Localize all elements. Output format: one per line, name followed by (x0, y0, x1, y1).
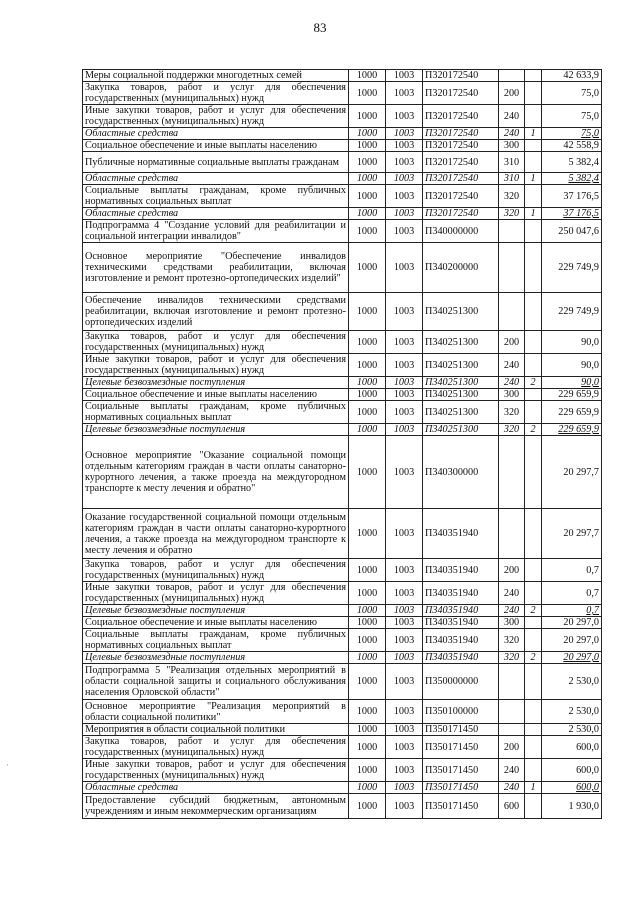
row-sum: 20 297,0 (542, 617, 602, 629)
row-name: Социальное обеспечение и иные выплаты населению (83, 617, 349, 629)
row-article: П340251300 (423, 424, 499, 436)
row-article: П320172540 (423, 70, 499, 82)
row-subsection: 1003 (386, 736, 423, 759)
row-expense-type: 310 (499, 173, 525, 185)
row-source (525, 220, 542, 243)
row-source (525, 509, 542, 559)
table-row (83, 782, 602, 794)
row-expense-type: 320 (499, 208, 525, 220)
row-expense-type: 240 (499, 377, 525, 389)
row-name: Оказание государственной социальной помощи отдельным категориям граждан в части оплаты санаторно-курортного лечения, а также проезда на междугородном транспорте к месту лечения и обратно (83, 509, 349, 559)
row-section: 1000 (349, 128, 386, 140)
row-name: Областные средства (83, 128, 349, 140)
row-name: Основное мероприятие "Оказание социальной помощи отдельным категориям граждан в части оплаты санаторно-курортного лечения, а также проезда на междугородном транспорте к месту лечения и обратно" (83, 436, 349, 509)
row-subsection: 1003 (386, 173, 423, 185)
row-sum: 42 558,9 (542, 140, 602, 152)
row-expense-type: 320 (499, 401, 525, 424)
row-name: Иные закупки товаров, работ и услуг для обеспечения государственных (муниципальных) нужд (83, 759, 349, 782)
row-expense-type: 200 (499, 736, 525, 759)
row-section: 1000 (349, 152, 386, 173)
budget-table (82, 69, 602, 819)
margin-mark: · (6, 760, 9, 770)
row-article: П340251300 (423, 354, 499, 377)
row-subsection: 1003 (386, 559, 423, 582)
row-article: П320172540 (423, 152, 499, 173)
row-sum: 600,0 (542, 782, 602, 794)
row-name: Областные средства (83, 173, 349, 185)
row-article: П340351940 (423, 509, 499, 559)
row-subsection: 1003 (386, 700, 423, 724)
row-source (525, 736, 542, 759)
row-sum: 75,0 (542, 128, 602, 140)
row-sum: 600,0 (542, 759, 602, 782)
row-expense-type: 240 (499, 128, 525, 140)
table-row (83, 617, 602, 629)
row-expense-type: 240 (499, 782, 525, 794)
row-subsection: 1003 (386, 424, 423, 436)
table-row (83, 208, 602, 220)
table-row (83, 724, 602, 736)
table-row (83, 664, 602, 700)
row-expense-type: 240 (499, 605, 525, 617)
row-section: 1000 (349, 389, 386, 401)
table-row (83, 700, 602, 724)
row-name: Основное мероприятие "Обеспечение инвалидов техническими средствами реабилитации, включая изготовление и ремонт протезно-ортопедических изделий" (83, 243, 349, 293)
row-article: П340251300 (423, 331, 499, 354)
row-article: П340251300 (423, 401, 499, 424)
row-name: Меры социальной поддержки многодетных семей (83, 70, 349, 82)
row-section: 1000 (349, 794, 386, 819)
table-row (83, 424, 602, 436)
row-section: 1000 (349, 140, 386, 152)
table-row (83, 759, 602, 782)
table-row (83, 293, 602, 331)
row-expense-type (499, 436, 525, 509)
row-source (525, 559, 542, 582)
row-section: 1000 (349, 759, 386, 782)
row-source (525, 582, 542, 605)
row-name: Закупка товаров, работ и услуг для обеспечения государственных (муниципальных) нужд (83, 82, 349, 105)
row-name: Иные закупки товаров, работ и услуг для обеспечения государственных (муниципальных) нужд (83, 582, 349, 605)
row-article: П340351940 (423, 652, 499, 664)
row-source: 1 (525, 173, 542, 185)
row-subsection: 1003 (386, 401, 423, 424)
row-source (525, 629, 542, 652)
row-source (525, 105, 542, 128)
row-expense-type: 300 (499, 140, 525, 152)
table-row (83, 794, 602, 819)
row-sum: 600,0 (542, 736, 602, 759)
row-article: П320172540 (423, 128, 499, 140)
row-name: Социальное обеспечение и иные выплаты населению (83, 389, 349, 401)
row-name: Областные средства (83, 208, 349, 220)
row-expense-type: 310 (499, 152, 525, 173)
row-subsection: 1003 (386, 331, 423, 354)
row-name: Целевые безвозмездные поступления (83, 605, 349, 617)
row-subsection: 1003 (386, 377, 423, 389)
row-name: Подпрограмма 4 "Создание условий для реабилитации и социальной интеграции инвалидов" (83, 220, 349, 243)
row-expense-type: 300 (499, 617, 525, 629)
table-row (83, 652, 602, 664)
row-name: Закупка товаров, работ и услуг для обеспечения государственных (муниципальных) нужд (83, 736, 349, 759)
row-section: 1000 (349, 208, 386, 220)
table-row (83, 140, 602, 152)
row-subsection: 1003 (386, 128, 423, 140)
row-section: 1000 (349, 82, 386, 105)
row-section: 1000 (349, 401, 386, 424)
row-subsection: 1003 (386, 509, 423, 559)
row-section: 1000 (349, 377, 386, 389)
row-section: 1000 (349, 354, 386, 377)
row-expense-type: 240 (499, 105, 525, 128)
row-subsection: 1003 (386, 389, 423, 401)
row-subsection: 1003 (386, 70, 423, 82)
row-article: П320172540 (423, 173, 499, 185)
row-source: 2 (525, 424, 542, 436)
row-section: 1000 (349, 736, 386, 759)
table-row (83, 389, 602, 401)
row-article: П320172540 (423, 105, 499, 128)
row-section: 1000 (349, 331, 386, 354)
row-subsection: 1003 (386, 617, 423, 629)
row-name: Социальные выплаты гражданам, кроме публичных нормативных социальных выплат (83, 629, 349, 652)
row-section: 1000 (349, 652, 386, 664)
row-sum: 250 047,6 (542, 220, 602, 243)
row-subsection: 1003 (386, 782, 423, 794)
row-sum: 20 297,0 (542, 629, 602, 652)
row-subsection: 1003 (386, 185, 423, 208)
row-sum: 90,0 (542, 331, 602, 354)
row-article: П340351940 (423, 559, 499, 582)
table-row (83, 82, 602, 105)
row-section: 1000 (349, 700, 386, 724)
row-subsection: 1003 (386, 629, 423, 652)
row-article: П350171450 (423, 782, 499, 794)
row-source (525, 82, 542, 105)
row-article: П320172540 (423, 82, 499, 105)
row-name: Целевые безвозмездные поступления (83, 377, 349, 389)
row-expense-type (499, 664, 525, 700)
table-row (83, 243, 602, 293)
row-article: П350171450 (423, 759, 499, 782)
row-source (525, 759, 542, 782)
row-name: Закупка товаров, работ и услуг для обеспечения государственных (муниципальных) нужд (83, 559, 349, 582)
row-article: П340200000 (423, 243, 499, 293)
row-section: 1000 (349, 243, 386, 293)
row-section: 1000 (349, 436, 386, 509)
row-source: 1 (525, 782, 542, 794)
row-name: Предоставление субсидий бюджетным, автономным учреждениям и иным некоммерческим организациям (83, 794, 349, 819)
row-source (525, 70, 542, 82)
row-source: 1 (525, 208, 542, 220)
table-row (83, 128, 602, 140)
row-article: П340351940 (423, 617, 499, 629)
row-article: П340000000 (423, 220, 499, 243)
row-section: 1000 (349, 220, 386, 243)
row-sum: 229 749,9 (542, 293, 602, 331)
row-subsection: 1003 (386, 724, 423, 736)
row-name: Областные средства (83, 782, 349, 794)
row-subsection: 1003 (386, 293, 423, 331)
row-source (525, 664, 542, 700)
row-section: 1000 (349, 629, 386, 652)
table-row (83, 220, 602, 243)
page-number: 83 (313, 20, 327, 35)
row-expense-type (499, 509, 525, 559)
table-row (83, 173, 602, 185)
row-subsection: 1003 (386, 105, 423, 128)
row-sum: 229 749,9 (542, 243, 602, 293)
row-source (525, 140, 542, 152)
row-article: П340351940 (423, 582, 499, 605)
table-body (83, 70, 602, 819)
row-expense-type: 320 (499, 629, 525, 652)
row-article: П340300000 (423, 436, 499, 509)
table-row (83, 70, 602, 82)
table-row (83, 152, 602, 173)
row-sum: 20 297,0 (542, 652, 602, 664)
row-name: Подпрограмма 5 "Реализация отдельных мероприятий в области социальной защиты и социального обслуживания населения Орловской области" (83, 664, 349, 700)
table-row (83, 185, 602, 208)
row-section: 1000 (349, 185, 386, 208)
row-expense-type: 320 (499, 652, 525, 664)
table-row (83, 605, 602, 617)
row-name: Иные закупки товаров, работ и услуг для обеспечения государственных (муниципальных) нужд (83, 354, 349, 377)
row-article: П350000000 (423, 664, 499, 700)
row-sum: 5 382,4 (542, 152, 602, 173)
row-expense-type (499, 70, 525, 82)
row-source (525, 185, 542, 208)
row-expense-type (499, 700, 525, 724)
row-sum: 37 176,5 (542, 185, 602, 208)
row-source (525, 617, 542, 629)
row-sum: 20 297,7 (542, 436, 602, 509)
row-section: 1000 (349, 559, 386, 582)
row-subsection: 1003 (386, 140, 423, 152)
row-sum: 2 530,0 (542, 724, 602, 736)
row-expense-type: 200 (499, 559, 525, 582)
row-name: Социальные выплаты гражданам, кроме публичных нормативных социальных выплат (83, 401, 349, 424)
row-name: Социальные выплаты гражданам, кроме публичных нормативных социальных выплат (83, 185, 349, 208)
row-name: Целевые безвозмездные поступления (83, 652, 349, 664)
row-subsection: 1003 (386, 759, 423, 782)
row-article: П340351940 (423, 605, 499, 617)
row-article: П320172540 (423, 185, 499, 208)
row-sum: 229 659,9 (542, 389, 602, 401)
row-expense-type: 200 (499, 82, 525, 105)
row-name: Социальное обеспечение и иные выплаты населению (83, 140, 349, 152)
row-subsection: 1003 (386, 220, 423, 243)
row-source (525, 724, 542, 736)
row-section: 1000 (349, 173, 386, 185)
table-row (83, 105, 602, 128)
table-row (83, 509, 602, 559)
row-subsection: 1003 (386, 208, 423, 220)
row-sum: 90,0 (542, 377, 602, 389)
row-sum: 75,0 (542, 105, 602, 128)
table-row (83, 559, 602, 582)
row-article: П340251300 (423, 293, 499, 331)
row-article: П350171450 (423, 736, 499, 759)
row-subsection: 1003 (386, 152, 423, 173)
row-section: 1000 (349, 293, 386, 331)
row-source (525, 293, 542, 331)
row-source (525, 401, 542, 424)
row-source: 2 (525, 377, 542, 389)
row-sum: 0,7 (542, 559, 602, 582)
row-sum: 2 530,0 (542, 700, 602, 724)
row-subsection: 1003 (386, 243, 423, 293)
row-source: 2 (525, 652, 542, 664)
row-name: Закупка товаров, работ и услуг для обеспечения государственных (муниципальных) нужд (83, 331, 349, 354)
row-article: П340251300 (423, 389, 499, 401)
row-article: П350100000 (423, 700, 499, 724)
row-article: П340251300 (423, 377, 499, 389)
row-section: 1000 (349, 617, 386, 629)
row-sum: 0,7 (542, 605, 602, 617)
row-sum: 90,0 (542, 354, 602, 377)
row-subsection: 1003 (386, 582, 423, 605)
row-sum: 37 176,5 (542, 208, 602, 220)
row-sum: 5 382,4 (542, 173, 602, 185)
row-expense-type (499, 293, 525, 331)
row-source (525, 700, 542, 724)
row-expense-type: 240 (499, 759, 525, 782)
row-article: П340351940 (423, 629, 499, 652)
row-source (525, 436, 542, 509)
row-expense-type (499, 243, 525, 293)
row-article: П320172540 (423, 140, 499, 152)
table-row (83, 354, 602, 377)
row-section: 1000 (349, 724, 386, 736)
row-sum: 229 659,9 (542, 401, 602, 424)
row-expense-type: 320 (499, 185, 525, 208)
row-source: 1 (525, 128, 542, 140)
row-source (525, 794, 542, 819)
table-row (83, 331, 602, 354)
row-source (525, 354, 542, 377)
row-expense-type (499, 220, 525, 243)
table-row (83, 736, 602, 759)
row-expense-type: 240 (499, 582, 525, 605)
row-section: 1000 (349, 664, 386, 700)
row-sum: 75,0 (542, 82, 602, 105)
row-article: П320172540 (423, 208, 499, 220)
row-expense-type: 240 (499, 354, 525, 377)
row-name: Обеспечение инвалидов техническими средствами реабилитации, включая изготовление и ремонт протезно-ортопедических изделий (83, 293, 349, 331)
row-sum: 42 633,9 (542, 70, 602, 82)
row-sum: 20 297,7 (542, 509, 602, 559)
row-subsection: 1003 (386, 605, 423, 617)
row-subsection: 1003 (386, 354, 423, 377)
row-source: 2 (525, 605, 542, 617)
row-article: П350171450 (423, 724, 499, 736)
row-subsection: 1003 (386, 664, 423, 700)
row-name: Основное мероприятие "Реализация мероприятий в области социальной политики" (83, 700, 349, 724)
row-name: Мероприятия в области социальной политики (83, 724, 349, 736)
row-subsection: 1003 (386, 82, 423, 105)
row-section: 1000 (349, 424, 386, 436)
row-section: 1000 (349, 582, 386, 605)
row-name: Иные закупки товаров, работ и услуг для обеспечения государственных (муниципальных) нужд (83, 105, 349, 128)
row-sum: 0,7 (542, 582, 602, 605)
row-subsection: 1003 (386, 794, 423, 819)
table-row (83, 436, 602, 509)
row-section: 1000 (349, 70, 386, 82)
row-source (525, 389, 542, 401)
row-expense-type: 300 (499, 389, 525, 401)
row-section: 1000 (349, 105, 386, 128)
table-row (83, 629, 602, 652)
row-sum: 2 530,0 (542, 664, 602, 700)
table-row (83, 377, 602, 389)
row-source (525, 152, 542, 173)
row-name: Публичные нормативные социальные выплаты гражданам (83, 152, 349, 173)
row-section: 1000 (349, 605, 386, 617)
row-subsection: 1003 (386, 436, 423, 509)
row-expense-type: 320 (499, 424, 525, 436)
row-source (525, 243, 542, 293)
row-expense-type: 600 (499, 794, 525, 819)
table-row (83, 582, 602, 605)
row-subsection: 1003 (386, 652, 423, 664)
row-article: П350171450 (423, 794, 499, 819)
row-expense-type (499, 724, 525, 736)
row-sum: 229 659,9 (542, 424, 602, 436)
row-source (525, 331, 542, 354)
row-expense-type: 200 (499, 331, 525, 354)
row-section: 1000 (349, 782, 386, 794)
row-name: Целевые безвозмездные поступления (83, 424, 349, 436)
table-row (83, 401, 602, 424)
row-sum: 1 930,0 (542, 794, 602, 819)
row-section: 1000 (349, 509, 386, 559)
